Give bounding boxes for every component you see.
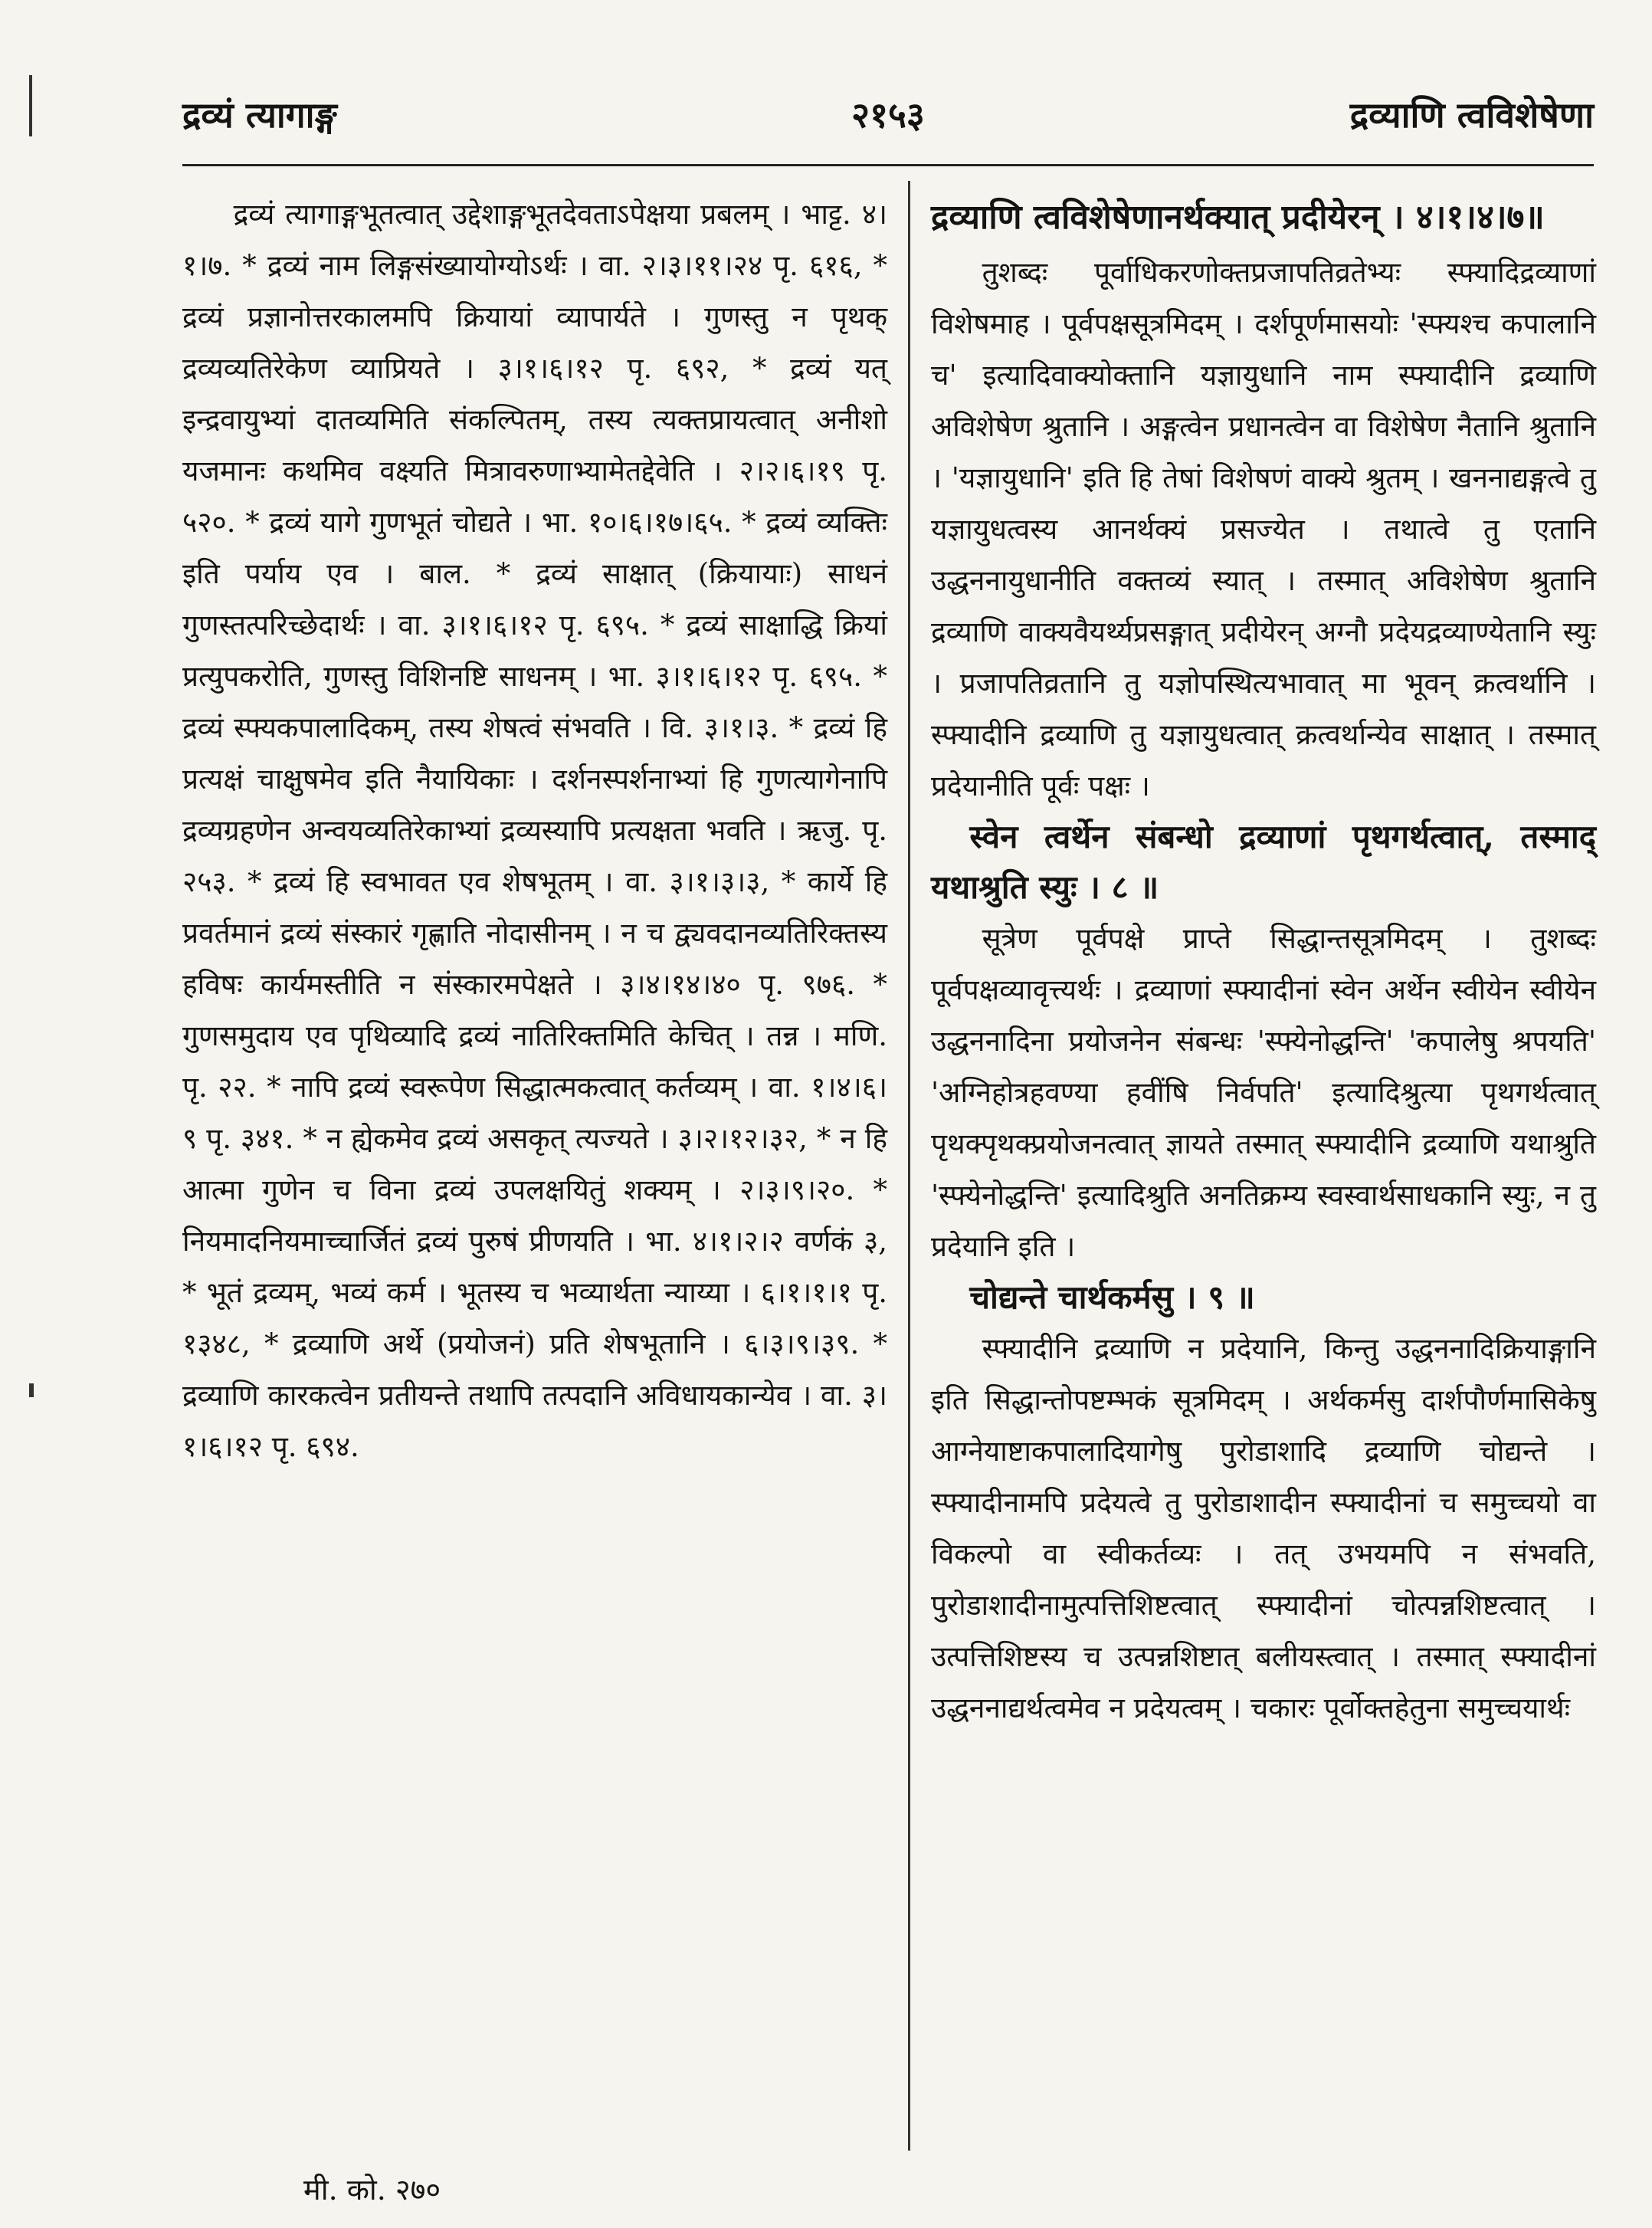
right-column	[931, 189, 1596, 1734]
column-divider	[908, 181, 910, 2151]
margin-mark-mid	[29, 1383, 34, 1397]
margin-mark-top	[29, 75, 32, 136]
commentary-paragraph-8: सूत्रेण पूर्वपक्षे प्राप्ते सिद्धान्तसूत्रमिदम् । तुशब्दः पूर्वपक्षव्यावृत्त्यर्थः । द्रव्याणां स्फ्यादीनां स्वेन अर्थेन स्वीयेन स्वीयेन उद्धननादिना प्रयोजनेन संबन्धः 'स्फ्येनोद्धन्ति' 'कपालेषु श्रपयति' 'अग्निहोत्रहवण्या हवींषि निर्वपति' इत्यादिश्रुत्या पृथगर्थत्वात् पृथक्पृथक्प्रयोजनत्वात् ज्ञायते तस्मात् स्फ्यादीनि द्रव्याणि यथाश्रुति 'स्फ्येनोद्धन्ति' इत्यादिश्रुति अनतिक्रम्य स्वस्वार्थसाधकानि स्युः, न तु प्रदेयानि इति ।	[931, 922, 1596, 1263]
commentary-paragraph-7: तुशब्दः पूर्वाधिकरणोक्तप्रजापतिव्रतेभ्यः स्फ्यादिद्रव्याणां विशेषमाह । पूर्वपक्षसूत्रमिदम् । दर्शपूर्णमासयोः 'स्फ्यश्च कपालानि च' इत्यादिवाक्योक्तानि यज्ञायुधानि नाम स्फ्यादीनि द्रव्याणि अविशेषेण श्रुतानि । अङ्गत्वेन प्रधानत्वेन वा विशेषेण नैतानि श्रुतानि । 'यज्ञायुधानि' इति हि तेषां विशेषणं वाक्ये श्रुतम् । खननाद्यङ्गत्वे तु यज्ञायुधत्वस्य आनर्थक्यं प्रसज्येत । तथात्वे तु एतानि उद्धननायुधानीति वक्तव्यं स्यात् । तस्मात् अविशेषेण श्रुतानि द्रव्याणि वाक्यवैयर्थ्यप्रसङ्गात् प्रदीयेरन् अग्नौ प्रदेयद्रव्याण्येतानि स्युः । प्रजापतिव्रतानि तु यज्ञोपस्थित्यभावात् मा भूवन् क्रत्वर्थानि । स्फ्यादीनि द्रव्याणि तु यज्ञायुधत्वात् क्रत्वर्थान्येव साक्षात् । तस्मात् प्रदेयानीति पूर्वः पक्षः ।	[931, 256, 1596, 802]
page-number: २१५३	[851, 94, 925, 136]
left-column	[182, 189, 887, 1472]
commentary-paragraph-9: स्फ्यादीनि द्रव्याणि न प्रदेयानि, किन्तु उद्धननादिक्रियाङ्गानि इति सिद्धान्तोपष्टम्भकं सूत्रमिदम् । अर्थकर्मसु दार्शपौर्णमासिकेषु आग्नेयाष्टाकपालादियागेषु पुरोडाशादि द्रव्याणि चोद्यन्ते । स्फ्यादीनामपि प्रदेयत्वे तु पुरोडाशादीन स्फ्यादीनां च समुच्चयो वा विकल्पो वा स्वीकर्तव्यः । तत् उभयमपि न संभवति, पुरोडाशादीनामुत्पत्तिशिष्टत्वात् स्फ्यादीनां चोत्पन्नशिष्टत्वात् । उत्पत्तिशिष्टस्य च उत्पन्नशिष्टात् बलीयस्त्वात् । तस्मात् स्फ्यादीनां उद्धननाद्यर्थत्वमेव न प्रदेयत्वम् । चकारः पूर्वोक्तहेतुना समुच्चयार्थः	[931, 1332, 1596, 1724]
page-footer: मी. को. २७०	[303, 2173, 441, 2207]
header-right: द्रव्याणि त्वविशेषेणा	[1349, 94, 1594, 136]
sutra-heading-7: द्रव्याणि त्वविशेषेणानर्थक्यात् प्रदीयेरन् । ४।१।४।७॥	[931, 198, 1545, 237]
header-left: द्रव्यं त्यागाङ्ग	[182, 94, 337, 136]
header-rule	[182, 164, 1594, 166]
left-column-text: द्रव्यं त्यागाङ्गभूतत्वात् उद्देशाङ्गभूतदेवताऽपेक्षया प्रबलम् । भाट्ट. ४।१।७. * द्रव्यं नाम लिङ्गसंख्यायोग्योऽर्थः । वा. २।३।११।२४ पृ. ६१६, * द्रव्यं प्रज्ञानोत्तरकालमपि क्रियायां व्यापार्यते । गुणस्तु न पृथक् द्रव्यव्यतिरेकेण व्याप्रियते । ३।१।६।१२ पृ. ६९२, * द्रव्यं यत् इन्द्रवायुभ्यां दातव्यमिति संकल्पितम्, तस्य त्यक्तप्रायत्वात् अनीशो यजमानः कथमिव वक्ष्यति मित्रावरुणाभ्यामेतद्देवेति । २।२।६।१९ पृ. ५२०. * द्रव्यं यागे गुणभूतं चोद्यते । भा. १०।६।१७।६५. * द्रव्यं व्यक्तिः इति पर्याय एव । बाल. * द्रव्यं साक्षात् (क्रियायाः) साधनं गुणस्तत्परिच्छेदार्थः । वा. ३।१।६।१२ पृ. ६९५. * द्रव्यं साक्षाद्धि क्रियां प्रत्युपकरोति, गुणस्तु विशिनष्टि साधनम् । भा. ३।१।६।१२ पृ. ६९५. * द्रव्यं स्फ्यकपालादिकम्, तस्य शेषत्वं संभवति । वि. ३।१।३. * द्रव्यं हि प्रत्यक्षं चाक्षुषमेव इति नैयायिकाः । दर्शनस्पर्शनाभ्यां हि गुणत्यागेनापि द्रव्यग्रहणेन अन्वयव्यतिरेकाभ्यां द्रव्यस्यापि प्रत्यक्षता भवति । ऋजु. पृ. २५३. * द्रव्यं हि स्वभावत एव शेषभूतम् । वा. ३।१।३।३, * कार्ये हि प्रवर्तमानं द्रव्यं संस्कारं गृह्णाति नोदासीनम् । न च द्व्यवदानव्यतिरिक्तस्य हविषः कार्यमस्तीति न संस्कारमपेक्षते । ३।४।१४।४० पृ. ९७६. * गुणसमुदाय एव पृथिव्यादि द्रव्यं नातिरिक्तमिति केचित् । तन्न । मणि. पृ. २२. * नापि द्रव्यं स्वरूपेण सिद्धात्मकत्वात् कर्तव्यम् । वा. १।४।६।९ पृ. ३४१. * न ह्येकमेव द्रव्यं असकृत् त्यज्यते । ३।२।१२।३२, * न हि आत्मा गुणेन च विना द्रव्यं उपलक्षयितुं शक्यम् । २।३।९।२०. * नियमादनियमाच्चार्जितं द्रव्यं पुरुषं प्रीणयति । भा. ४।१।२।२ वर्णकं ३, * भूतं द्रव्यम्, भव्यं कर्म । भूतस्य च भव्यार्थता न्याय्या । ६।१।१।१ पृ. १३४८, * द्रव्याणि अर्थे (प्रयोजनं) प्रति शेषभूतानि । ६।३।९।३९. * द्रव्याणि कारकत्वेन प्रतीयन्ते तथापि तत्पदानि अविधायकान्येव । वा. ३।१।६।१२ पृ. ६९४.	[182, 198, 887, 1463]
sutra-heading-8: स्वेन त्वर्थेन संबन्धो द्रव्याणां पृथगर्थत्वात्, तस्माद् यथाश्रुति स्युः । ८ ॥	[931, 818, 1596, 906]
sutra-heading-9: चोद्यन्ते चार्थकर्मसु । ९ ॥	[969, 1278, 1255, 1316]
page-header	[182, 90, 1594, 152]
